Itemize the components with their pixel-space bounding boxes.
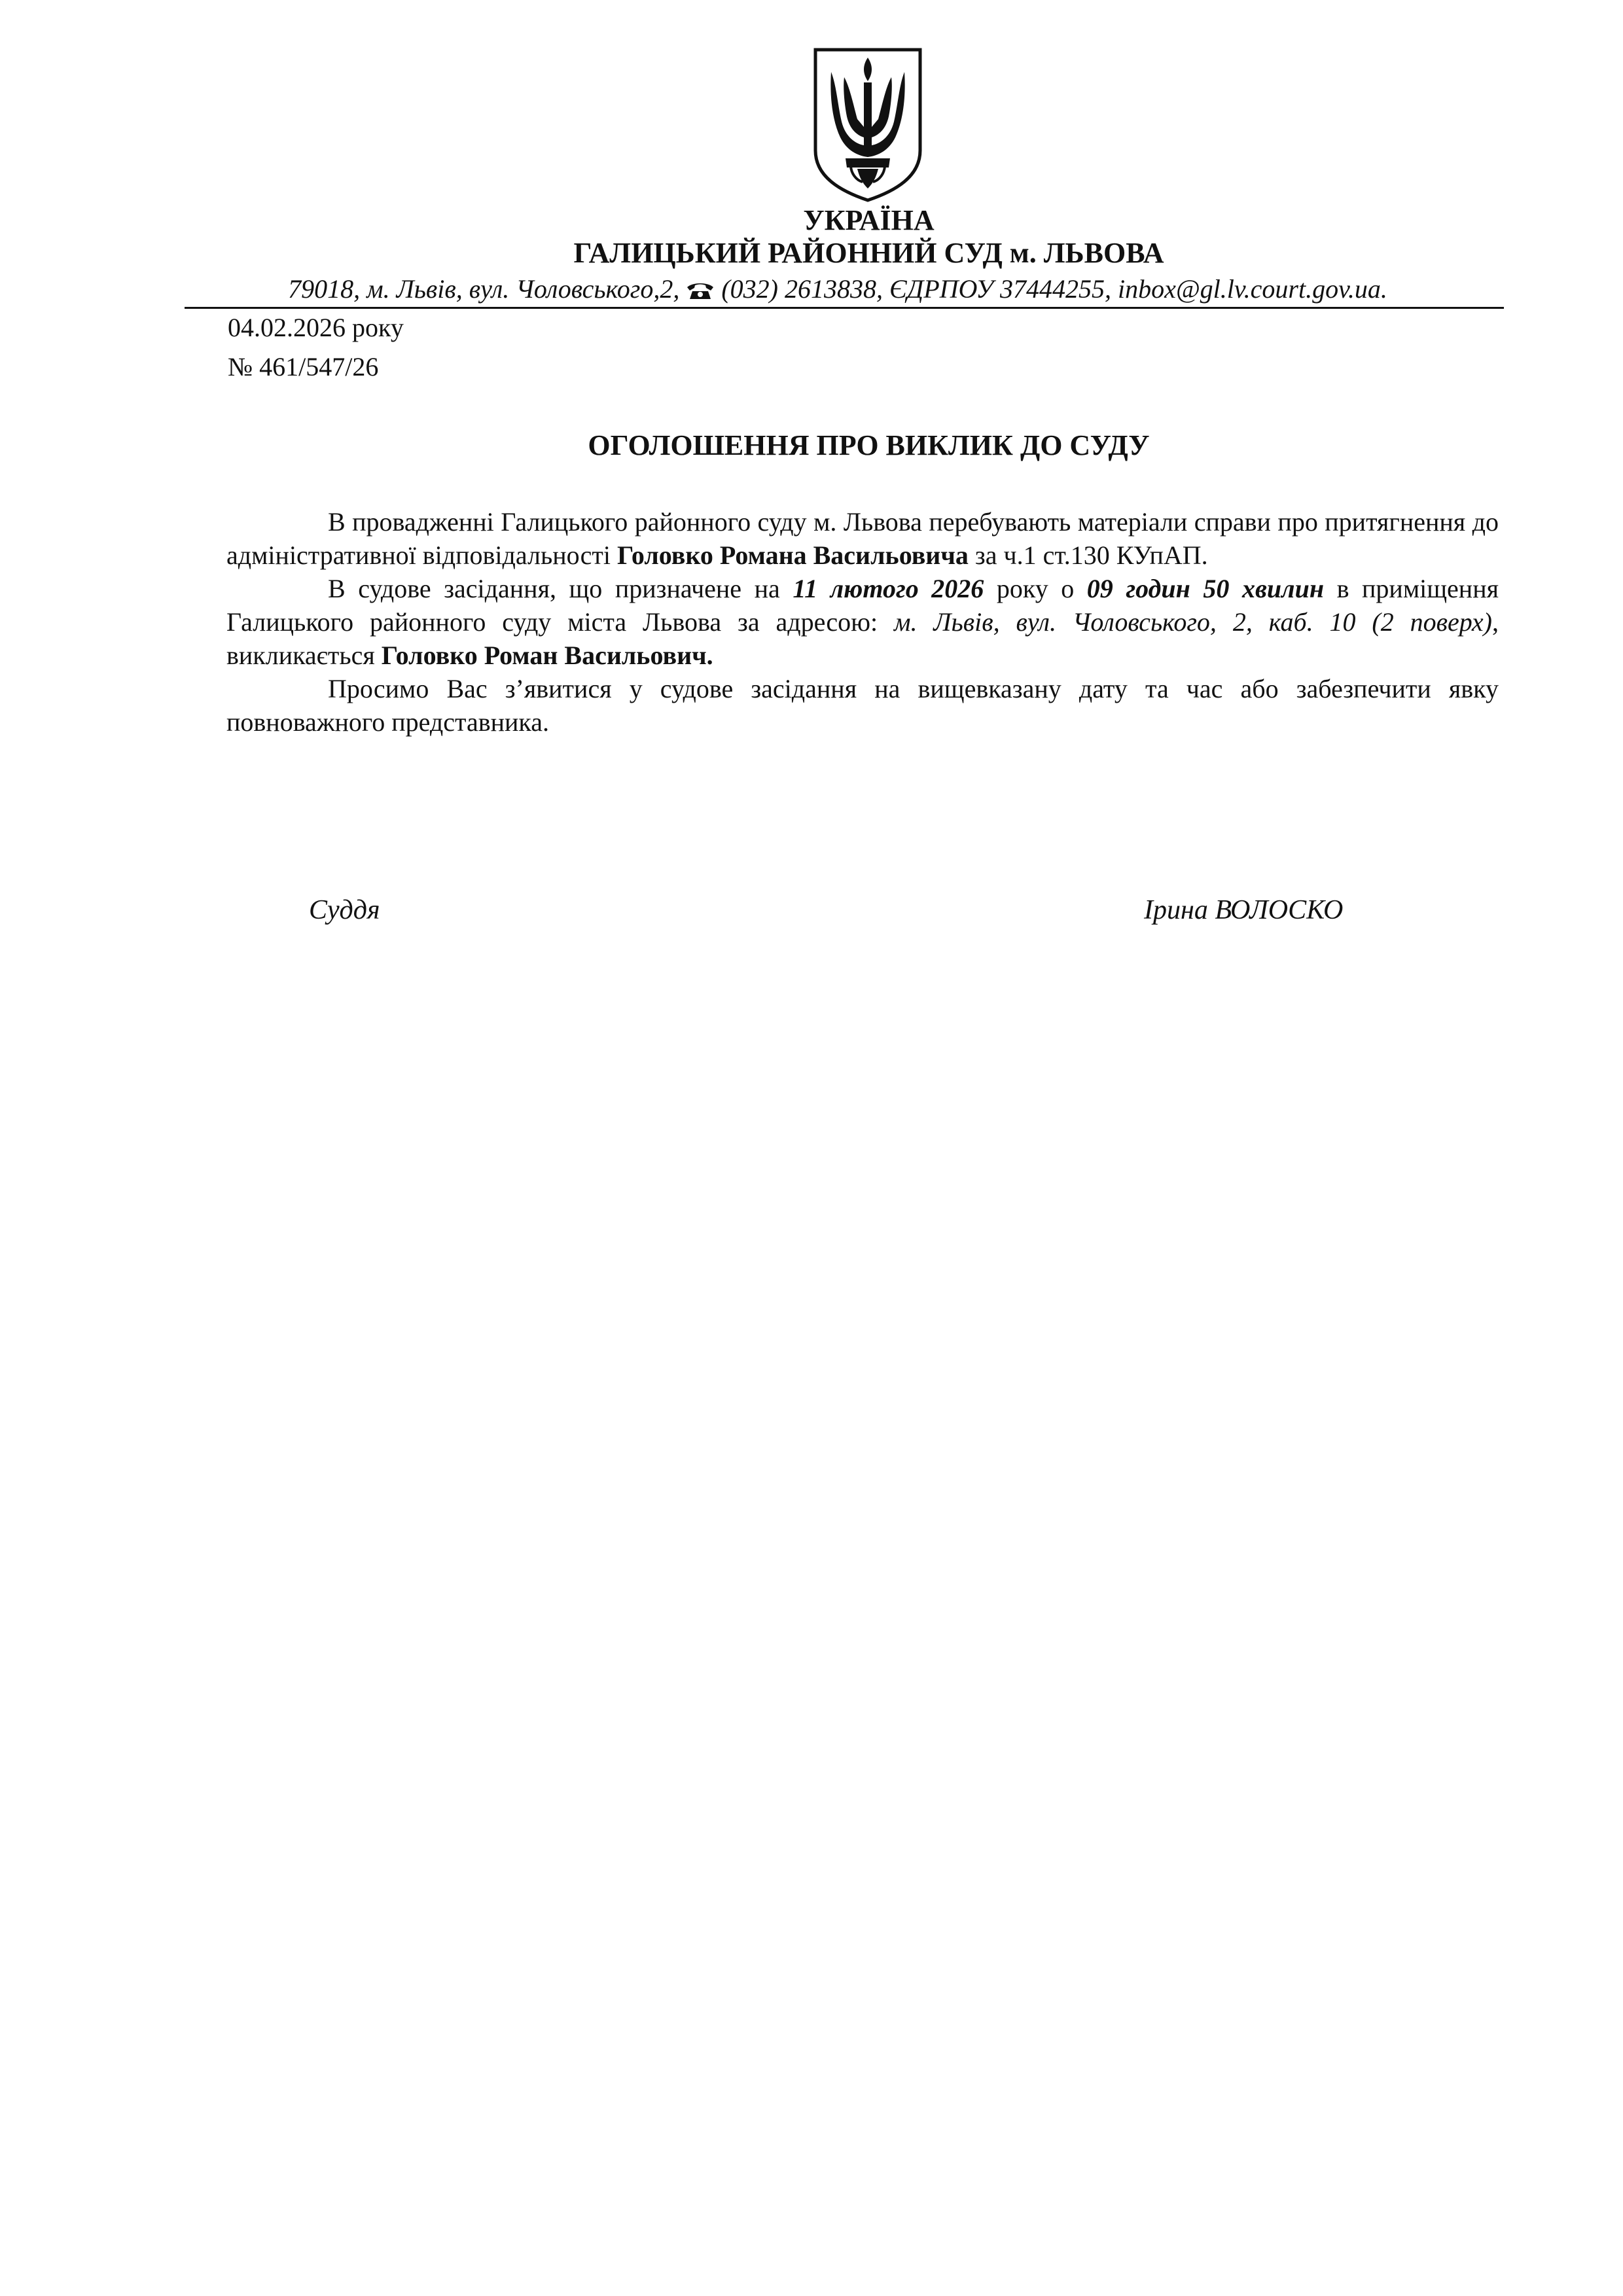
defendant-name: Головко Романа Васильовича (616, 540, 969, 570)
paragraph-text: , викликається (226, 607, 1499, 670)
document-date: 04.02.2026 року (228, 313, 404, 342)
paragraph-text: в приміщення Галицького районного суду міста Львова за адресою: (226, 574, 1499, 637)
summoned-person: Головко Роман Васильович. (381, 641, 713, 670)
paragraph-hearing (226, 572, 1499, 672)
country-name: УКРАЇНА (803, 204, 935, 236)
signature-name: Ірина ВОЛОСКО (1144, 895, 1344, 925)
court-contact-line (183, 274, 1492, 305)
court-address: 79018, м. Львів, вул. Чоловського,2, (288, 274, 687, 304)
paragraph-case-materials (226, 505, 1499, 572)
header-divider (185, 307, 1504, 309)
signature-role: Суддя (309, 895, 380, 925)
court-contacts: (032) 2613838, ЄДРПОУ 37444255, inbox@gl.lv.court.gov.ua. (715, 274, 1387, 304)
hearing-date: 11 лютого 2026 (793, 574, 984, 603)
court-name: ГАЛИЦЬКИЙ РАЙОННИЙ СУД м. ЛЬВОВА (573, 237, 1164, 269)
document-body (226, 505, 1499, 739)
coat-of-arms-of-ukraine-icon (812, 46, 924, 203)
paragraph-text: В судове засідання, що призначене на (328, 574, 793, 603)
hearing-time: 09 годин 50 хвилин (1086, 574, 1325, 603)
paragraph-request: Просимо Вас з’явитися у судове засідання на вищевказану дату та час або забезпечити явку повноважного представника. (226, 674, 1499, 737)
paragraph-text: В провадженні Галицького районного суду м. Львова перебувають матеріали справи про притягнення до адміністративної відповідальності (226, 507, 1499, 570)
paragraph-text: року о (984, 574, 1087, 603)
document-title: ОГОЛОШЕННЯ ПРО ВИКЛИК ДО СУДУ (588, 429, 1150, 461)
paragraph-text: за ч.1 ст.130 КУпАП. (968, 540, 1208, 570)
hearing-address: м. Львів, вул. Чоловського, 2, каб. 10 (2 поверх) (894, 607, 1492, 637)
telephone-icon (686, 281, 715, 300)
document-number: № 461/547/26 (228, 352, 379, 381)
